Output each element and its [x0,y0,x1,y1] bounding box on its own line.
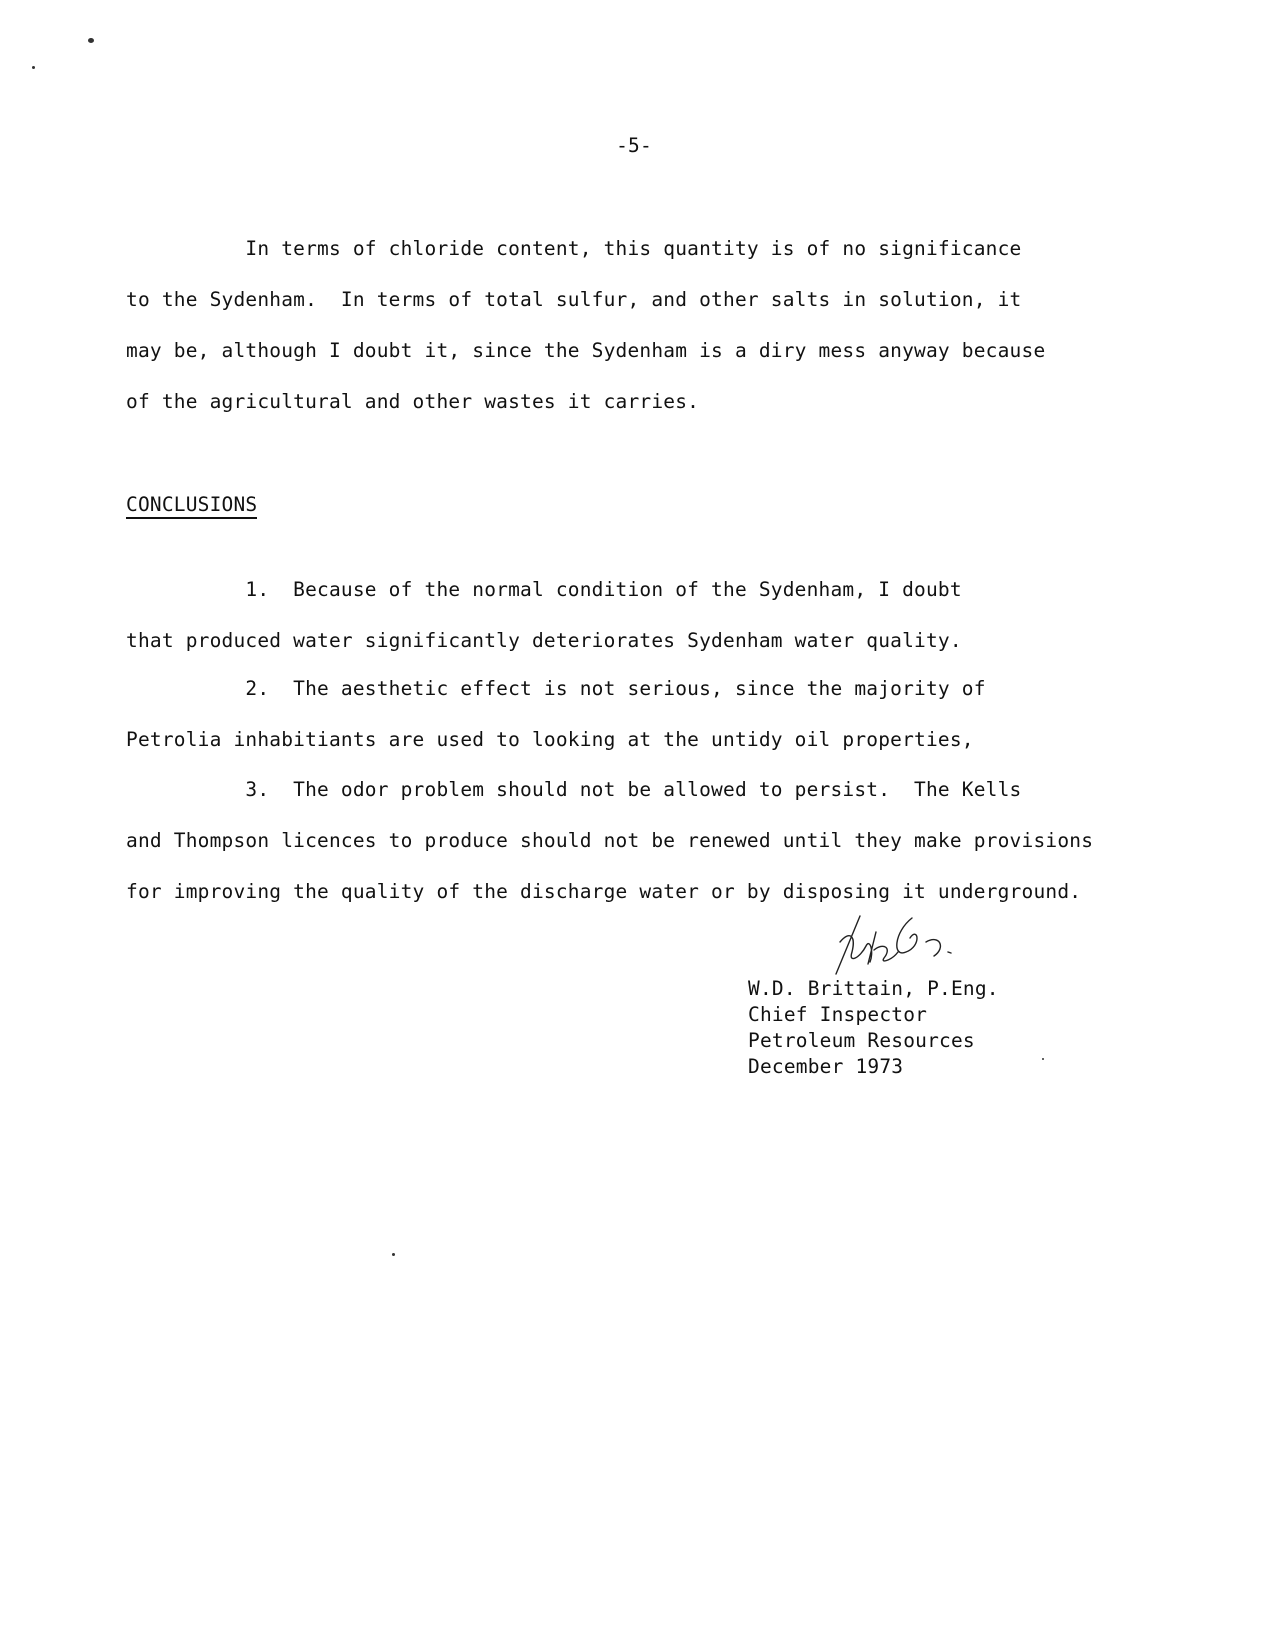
signer-department: Petroleum Resources [748,1029,975,1052]
scan-speck [88,38,94,43]
signer-title: Chief Inspector [748,1003,928,1026]
paragraph-line: 1. Because of the normal condition of the Sydenham, I doubt [126,578,962,601]
scan-speck [392,1253,395,1256]
scan-speck [32,66,35,69]
paragraph-line: and Thompson licences to produce should not be renewed until they make provisions [126,829,1094,852]
conclusions-heading: CONCLUSIONS [126,494,257,519]
conclusion-item-1 [126,578,1166,680]
paragraph-line: 2. The aesthetic effect is not serious, since the majority of [126,677,986,700]
paragraph-line: In terms of chloride content, this quantity is of no significance [126,237,1022,260]
signer-name: W.D. Brittain, P.Eng. [748,977,999,1000]
paragraph-line: for improving the quality of the discharge water or by disposing it underground. [126,880,1082,903]
document-date: December 1973 [748,1055,904,1078]
page-number: -5- [616,134,652,157]
handwritten-signature [830,912,990,980]
paragraph-line: Petrolia inhabitiants are used to looking at the untidy oil properties, [126,728,974,751]
paragraph-line: to the Sydenham. In terms of total sulfur, and other salts in solution, it [126,288,1022,311]
paragraph-line: 3. The odor problem should not be allowed to persist. The Kells [126,778,1022,801]
intro-paragraph [126,237,1166,441]
signature-icon [830,912,990,980]
conclusion-item-3 [126,778,1166,931]
scan-speck [1042,1058,1044,1060]
paragraph-line: of the agricultural and other wastes it carries. [126,390,700,413]
paragraph-line: may be, although I doubt it, since the Sydenham is a diry mess anyway because [126,339,1046,362]
conclusion-item-2 [126,677,1166,779]
paragraph-line: that produced water significantly deteriorates Sydenham water quality. [126,629,962,652]
signature-block [748,976,999,1080]
